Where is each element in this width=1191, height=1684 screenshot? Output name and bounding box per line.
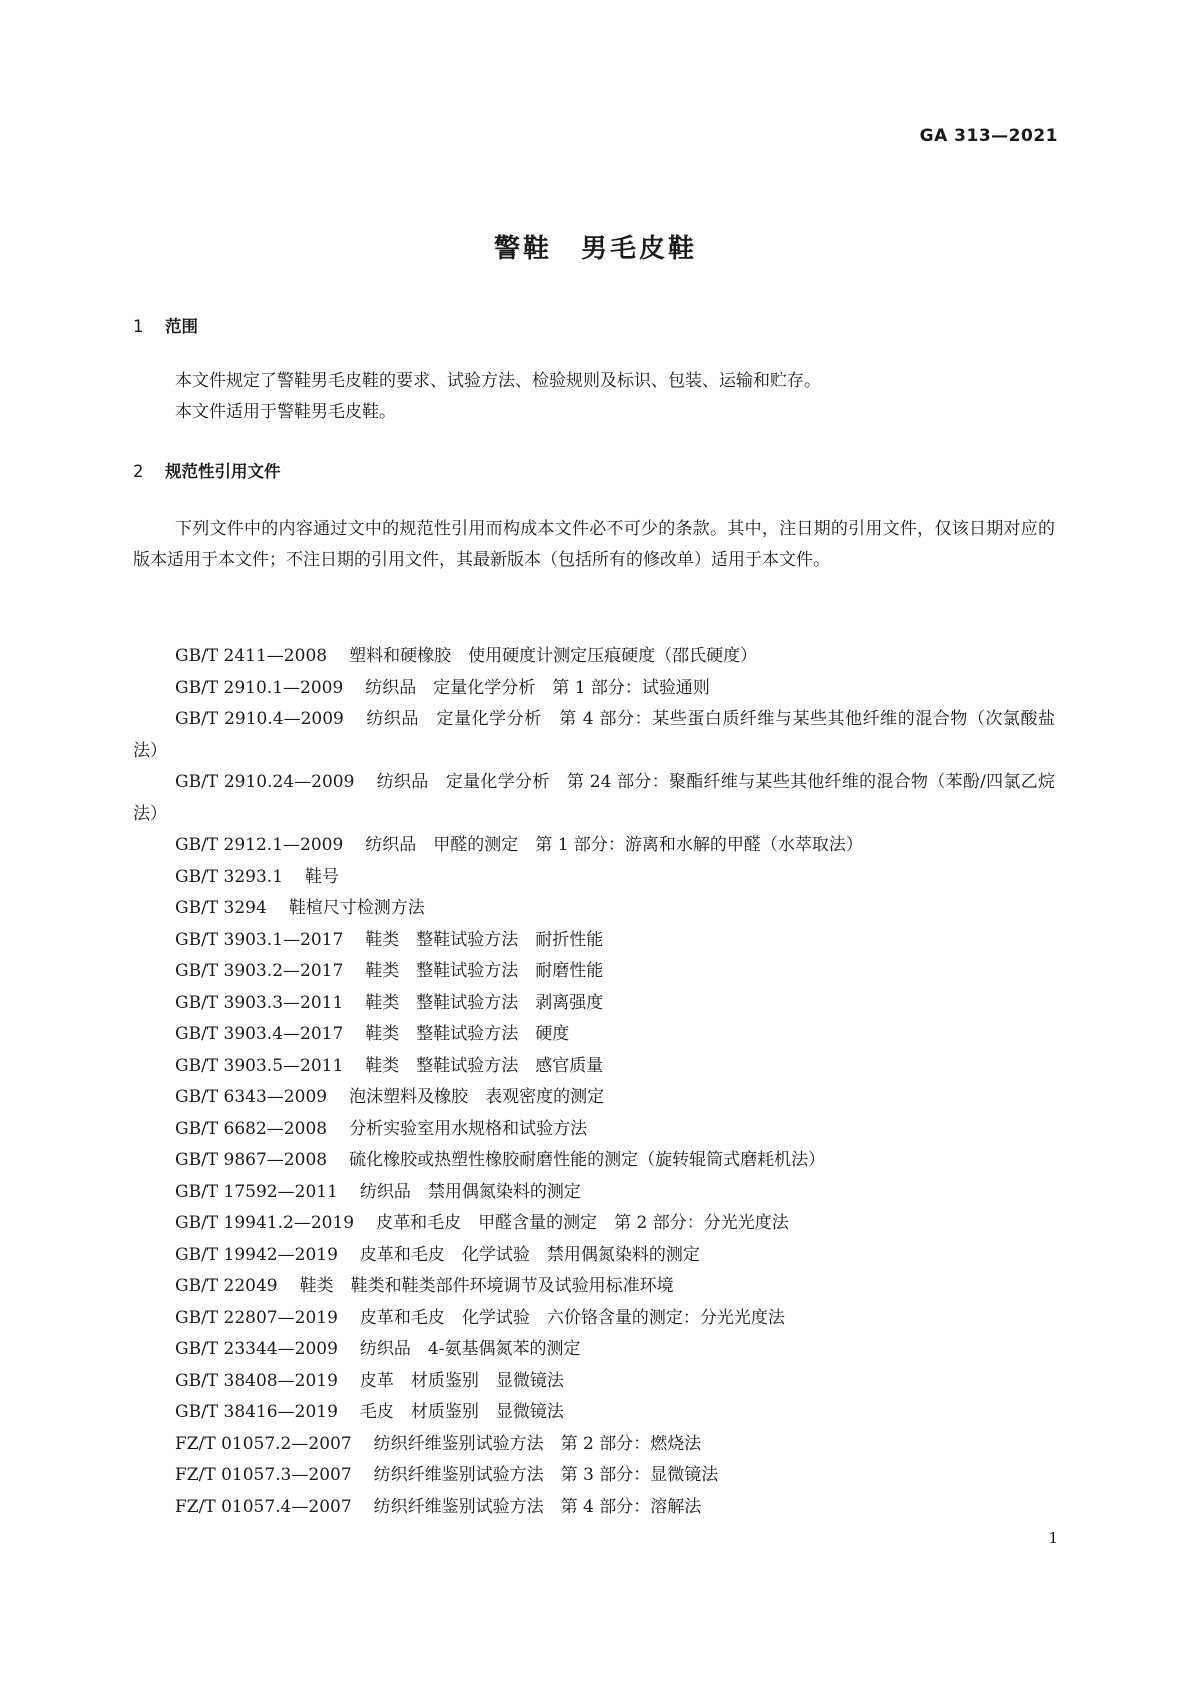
reference-item (133, 1303, 1055, 1335)
references-intro: 下列文件中的内容通过文中的规范性引用而构成本文件必不可少的条款。其中，注日期的引用文件，仅该日期对应的版本适用于本文件；不注日期的引用文件，其最新版本（包括所有的修改单）适用于本文件。 (133, 519, 1055, 570)
reference-item (133, 1240, 1055, 1272)
section-heading-normative-references (133, 458, 281, 482)
page-number: 1 (1048, 1529, 1058, 1547)
reference-code: GB/T 3903.4—2017 (175, 1024, 344, 1044)
reference-item (133, 1460, 1055, 1492)
reference-item (133, 1366, 1055, 1398)
reference-item (133, 1334, 1055, 1366)
reference-title: 纺织品 禁用偶氮染料的测定 (359, 1181, 581, 1202)
scope-paragraph: 本文件规定了警鞋男毛皮鞋的要求、试验方法、检验规则及标识、包装、运输和贮存。 (175, 371, 821, 391)
reference-item (133, 1145, 1055, 1177)
reference-title: 鞋类 鞋类和鞋类部件环境调节及试验用标准环境 (299, 1276, 674, 1296)
reference-item (133, 1051, 1055, 1083)
reference-code: GB/T 19941.2—2019 (175, 1213, 355, 1233)
reference-title: 塑料和硬橡胶 使用硬度计测定压痕硬度（邵氏硬度） (349, 646, 758, 666)
reference-title: 鞋类 整鞋试验方法 感官质量 (365, 1055, 604, 1076)
reference-item (133, 1429, 1055, 1461)
reference-code: GB/T 19942—2019 (175, 1244, 338, 1265)
reference-title: 纺织品 甲醛的测定 第 1 部分：游离和水解的甲醛（水萃取法） (365, 835, 863, 855)
reference-code: GB/T 38416—2019 (175, 1402, 338, 1422)
reference-item (133, 673, 1055, 705)
reference-item (133, 956, 1055, 988)
reference-title: 硫化橡胶或热塑性橡胶耐磨性能的测定（旋转辊筒式磨耗机法） (349, 1150, 826, 1170)
reference-code: GB/T 3903.1—2017 (175, 929, 344, 950)
reference-code: GB/T 3903.2—2017 (175, 961, 344, 981)
reference-code: GB/T 3903.5—2011 (175, 1055, 344, 1076)
standard-code: GA 313—2021 (919, 126, 1058, 146)
reference-code: GB/T 2910.1—2009 (175, 677, 344, 698)
reference-item (133, 1271, 1055, 1303)
reference-item (133, 641, 1055, 673)
document-title: 警鞋 男毛皮鞋 (493, 234, 697, 264)
reference-title: 纺织品 定量化学分析 第 1 部分：试验通则 (365, 677, 710, 698)
reference-code: GB/T 2910.4—2009 (175, 709, 344, 729)
reference-code: GB/T 9867—2008 (175, 1150, 328, 1170)
reference-title: 泡沫塑料及橡胶 表观密度的测定 (349, 1087, 605, 1107)
reference-item (133, 704, 1055, 767)
reference-item (133, 988, 1055, 1020)
reference-title: 鞋号 (305, 866, 340, 887)
reference-list (133, 641, 1055, 1523)
reference-item (133, 862, 1055, 894)
reference-code: FZ/T 01057.2—2007 (175, 1433, 352, 1454)
section-heading-scope (133, 313, 198, 337)
reference-item (133, 1019, 1055, 1051)
reference-item (133, 1177, 1055, 1209)
reference-title: 皮革和毛皮 化学试验 禁用偶氮染料的测定 (359, 1244, 700, 1265)
reference-code: FZ/T 01057.4—2007 (175, 1496, 352, 1517)
reference-title: 皮革 材质鉴别 显微镜法 (359, 1370, 564, 1391)
reference-title: 鞋楦尺寸检测方法 (288, 898, 425, 918)
reference-item (133, 893, 1055, 925)
reference-title: 纺织品 定量化学分析 第 24 部分：聚酯纤维与某些其他纤维的混合物（苯酚/四氯乙烷法） (133, 772, 1056, 824)
section-number: 1 (133, 317, 144, 336)
reference-item (133, 925, 1055, 957)
reference-title: 纺织纤维鉴别试验方法 第 3 部分：显微镜法 (373, 1465, 719, 1485)
reference-title: 纺织品 定量化学分析 第 4 部分：某些蛋白质纤维与某些其他纤维的混合物（次氯酸盐法） (133, 709, 1056, 761)
reference-code: GB/T 3293.1 (175, 866, 284, 887)
reference-title: 纺织纤维鉴别试验方法 第 2 部分：燃烧法 (373, 1433, 702, 1454)
reference-code: GB/T 17592—2011 (175, 1181, 338, 1202)
reference-code: GB/T 23344—2009 (175, 1339, 338, 1359)
reference-title: 皮革和毛皮 甲醛含量的测定 第 2 部分：分光光度法 (376, 1213, 789, 1233)
scope-paragraph: 本文件适用于警鞋男毛皮鞋。 (175, 402, 396, 422)
reference-item (133, 1397, 1055, 1429)
reference-title: 纺织纤维鉴别试验方法 第 4 部分：溶解法 (373, 1496, 702, 1517)
reference-item (133, 767, 1055, 830)
reference-code: GB/T 2411—2008 (175, 646, 328, 666)
reference-code: FZ/T 01057.3—2007 (175, 1465, 352, 1485)
section-title: 范围 (165, 317, 198, 336)
reference-code: GB/T 6343—2009 (175, 1087, 328, 1107)
reference-code: GB/T 2910.24—2009 (175, 772, 355, 792)
reference-item (133, 1208, 1055, 1240)
reference-item (133, 830, 1055, 862)
reference-code: GB/T 6682—2008 (175, 1118, 328, 1139)
reference-title: 鞋类 整鞋试验方法 耐折性能 (365, 929, 604, 950)
reference-title: 纺织品 4-氨基偶氮苯的测定 (359, 1339, 581, 1359)
reference-title: 毛皮 材质鉴别 显微镜法 (359, 1402, 564, 1422)
reference-code: GB/T 22807—2019 (175, 1307, 338, 1328)
scope-body (133, 366, 1055, 428)
section-number: 2 (133, 462, 144, 481)
reference-item (133, 1082, 1055, 1114)
reference-code: GB/T 3294 (175, 898, 267, 918)
reference-title: 鞋类 整鞋试验方法 硬度 (365, 1024, 570, 1044)
reference-code: GB/T 3903.3—2011 (175, 992, 344, 1013)
reference-code: GB/T 38408—2019 (175, 1370, 338, 1391)
reference-title: 分析实验室用水规格和试验方法 (349, 1118, 588, 1139)
reference-code: GB/T 2912.1—2009 (175, 835, 344, 855)
reference-item (133, 1492, 1055, 1524)
reference-title: 皮革和毛皮 化学试验 六价铬含量的测定：分光光度法 (359, 1307, 785, 1328)
reference-code: GB/T 22049 (175, 1276, 278, 1296)
reference-title: 鞋类 整鞋试验方法 剥离强度 (365, 992, 604, 1013)
reference-title: 鞋类 整鞋试验方法 耐磨性能 (365, 961, 604, 981)
section-title: 规范性引用文件 (165, 462, 281, 481)
reference-item (133, 1114, 1055, 1146)
